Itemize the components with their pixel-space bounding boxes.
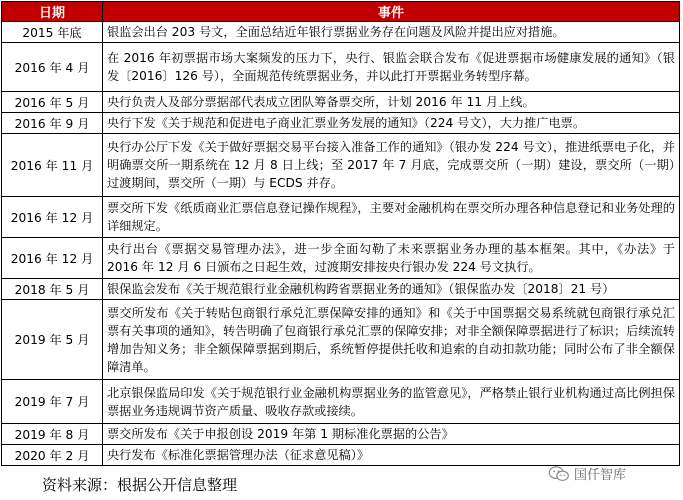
event-cell: 票交所发布《关于转贴包商银行承兑汇票保障安排的通知》和《关于中国票据交易系统就包商银行承兑汇票有关事项的通知》，转告明确了包商银行承兑汇票的保障安排；对非全额保障票据进行了标识；后续流转增加告知义务；非全额保障票据到期后，系统暂停提供托收和追索的自动扣款功能；同时公布了非全额保障清单。 <box>103 300 680 380</box>
table-row <box>2 113 680 134</box>
table-row <box>2 92 680 113</box>
source-note: 资料来源：根据公开信息整理 <box>42 476 238 494</box>
date-cell: 2016 年 4 月 <box>2 43 103 92</box>
header-date: 日期 <box>2 2 103 22</box>
date-cell: 2016 年 12 月 <box>2 197 103 238</box>
watermark-text: 国仟智库 <box>574 468 627 483</box>
date-cell: 2018 年 5 月 <box>2 279 103 300</box>
event-cell: 票交所下发《纸质商业汇票信息登记操作规程》，主要对金融机构在票交所办理各种信息登记和业务处理的详细规定。 <box>103 197 680 238</box>
event-cell: 银监会出台 203 号文，全面总结近年银行票据业务存在问题及风险并提出应对措施。 <box>103 22 680 43</box>
table-row <box>2 238 680 279</box>
date-cell: 2016 年 11 月 <box>2 134 103 197</box>
table-row <box>2 300 680 380</box>
table-row <box>2 134 680 197</box>
table-row <box>2 445 680 466</box>
event-timeline-table <box>1 1 680 466</box>
wechat-icon <box>548 466 570 482</box>
watermark <box>548 464 626 483</box>
event-cell: 北京银保监局印发《关于规范银行业金融机构票据业务的监管意见》，严格禁止银行业机构通过高比例担保票据业务违规调节资产质量、吸收存款或接续。 <box>103 380 680 424</box>
table-row <box>2 424 680 445</box>
date-cell: 2016 年 12 月 <box>2 238 103 279</box>
event-cell: 央行办公厅下发《关于做好票据交易平台接入准备工作的通知》（银办发 224 号文），推进纸票电子化，并明确票交所一期系统在 12 月 8 日上线；至 2017 年 7 月底，完成票交所（一期）建设，票交所（一期）过渡期间，票交所（一期）与 ECDS 并存。 <box>103 134 680 197</box>
date-cell: 2019 年 5 月 <box>2 300 103 380</box>
date-cell: 2016 年 5 月 <box>2 92 103 113</box>
date-cell: 2019 年 7 月 <box>2 380 103 424</box>
event-cell: 央行出台《票据交易管理办法》，进一步全面勾勒了未来票据业务办理的基本框架。其中，《办法》于 2016 年 12 月 6 日颁布之日起生效，过渡期安排按央行银办发 224 号文执行。 <box>103 238 680 279</box>
event-cell: 在 2016 年初票据市场大案频发的压力下，央行、银监会联合发布《促进票据市场健康发展的通知》（银发〔2016〕126 号），全面规范传统票据业务，并以此打开票据业务转型序幕。 <box>103 43 680 92</box>
event-cell: 银保监会发布《关于规范银行业金融机构跨省票据业务的通知》（银保监办发〔2018〕21 号） <box>103 279 680 300</box>
header-row <box>2 2 680 22</box>
date-cell: 2020 年 2 月 <box>2 445 103 466</box>
event-cell: 央行发布《标准化票据管理办法（征求意见稿）》 <box>103 445 680 466</box>
event-cell: 央行负责人及部分票据部代表成立团队筹备票交所，计划 2016 年 11 月上线。 <box>103 92 680 113</box>
table-row <box>2 279 680 300</box>
date-cell: 2019 年 8 月 <box>2 424 103 445</box>
event-cell: 央行下发《关于规范和促进电子商业汇票业务发展的通知》（224 号文），大力推广电票。 <box>103 113 680 134</box>
event-cell: 票交所发布《关于申报创设 2019 年第 1 期标准化票据的公告》 <box>103 424 680 445</box>
table-row <box>2 197 680 238</box>
header-event: 事件 <box>103 2 680 22</box>
date-cell: 2016 年 9 月 <box>2 113 103 134</box>
table-row <box>2 380 680 424</box>
table-row <box>2 22 680 43</box>
date-cell: 2015 年底 <box>2 22 103 43</box>
table-row <box>2 43 680 92</box>
